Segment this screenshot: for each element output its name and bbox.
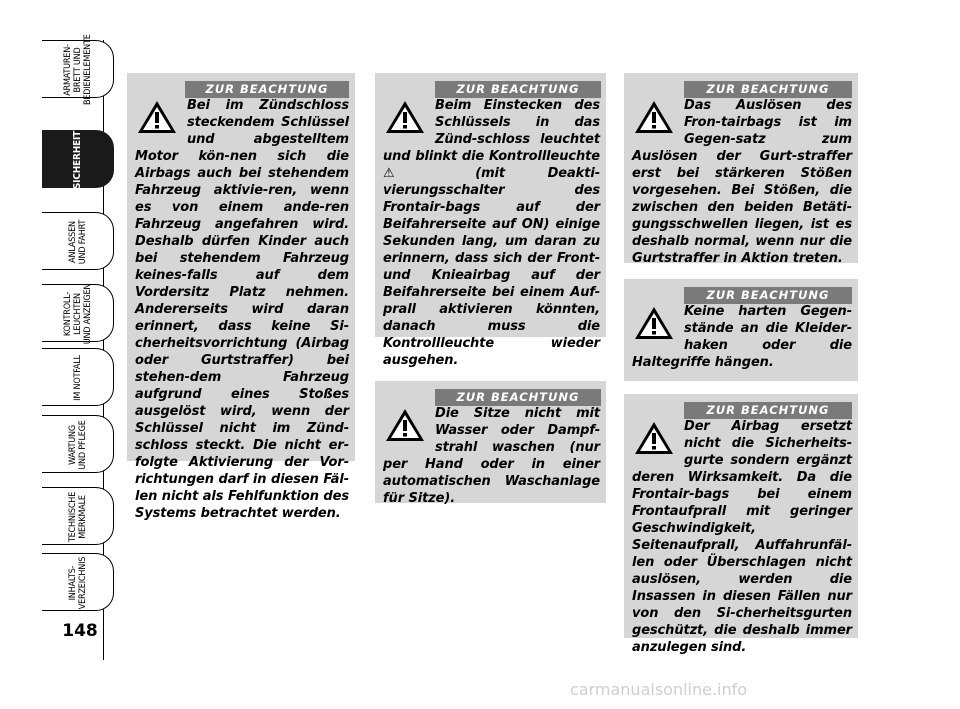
warning-box [127,73,355,521]
warning-triangle-icon [385,100,425,134]
warning-header: ZUR BEACHTUNG [435,81,601,98]
page-number: 148 [62,621,98,641]
tab-inhaltsverzeichnis[interactable] [42,553,114,611]
warning-text [632,418,852,656]
warning-triangle-icon [137,100,177,134]
tab-wartung[interactable] [42,415,114,473]
tab-label: WARTUNG UND PFLEGE [68,420,88,470]
warning-body: Der Airbag ersetzt nicht die Sicherheits-gurte sondern ergänzt deren Wirksamkeit. Da die Frontair-bags bei einem Frontaufprall mit geringer Geschwindigkeit, Seitenaufprall, Auffahrunfäl-len oder Überschlagen nicht auslösen, werden die Insassen in diesen Fällen nur von den Si-cherheitsgurten geschützt, die deshalb immer anzulegen sind. [632,419,852,655]
warning-body: Beim Einstecken des Schlüssels in das Zünd-schloss leuchtet und blinkt die Kontrollleuchte ⚠ (mit Deakti-vierungsschalter des Frontair-bags auf der Beifahrerseite auf ON) einige Sekunden lang, um daran zu erinnern, dass sich der Front- und Knieairbag auf der Beifahrerseite bei einem Auf-prall aktivieren könnten, danach muss die Kontrollleuchte wieder ausgehen. [383,98,600,368]
warning-text [383,405,600,507]
tab-technische-merkmale[interactable] [42,487,114,545]
tab-label: INHALTS- VERZEICHNIS [68,556,88,610]
tab-label: IM NOTFALL [73,355,83,401]
warning-header: ZUR BEACHTUNG [684,81,852,98]
warning-text [632,303,852,371]
warning-text [135,97,349,522]
warning-triangle-icon [385,408,425,442]
tab-kontrollleuchten[interactable] [42,283,114,345]
tab-label: SICHERHEIT [72,130,83,190]
tab-label: TECHNISCHE MERKMALE [68,491,88,543]
warning-triangle-icon [634,100,674,134]
tab-sicherheit[interactable] [42,130,114,188]
tab-label: ARMATUREN- BRETT UND BEDIENELEMENTE [63,34,93,105]
warning-box [624,279,858,381]
warning-box [375,73,606,368]
warning-text [383,97,600,369]
warning-header: ZUR BEACHTUNG [435,389,601,406]
warning-triangle-icon [634,306,674,340]
warning-box [624,73,858,266]
warning-box [375,381,606,506]
tab-label: KONTROLL- LEUCHTEN UND ANZEIGEN [63,283,93,345]
warning-header: ZUR BEACHTUNG [684,402,852,419]
warning-header: ZUR BEACHTUNG [684,287,852,304]
warning-text [632,97,852,267]
warning-box [624,394,858,655]
warning-body: Die Sitze nicht mit Wasser oder Dampf-strahl waschen (nur per Hand oder in einer automatischen Waschanlage für Sitze). [383,406,600,506]
watermark-footer: carmanualsonline.info [570,680,748,699]
warning-header: ZUR BEACHTUNG [185,81,349,98]
warning-body: Das Auslösen des Fron-tairbags ist im Gegen-satz zum Auslösen der Gurt-straffer erst bei stärkeren Stößen vorgesehen. Bei Stößen, die zwischen den beiden Betäti-gungsschwellen liegen, ist es deshalb normal, wenn nur die Gurtstraffer in Aktion treten. [632,98,852,266]
warning-triangle-icon [634,421,674,455]
tab-im-notfall[interactable] [42,348,114,406]
warning-body: Keine harten Gegen-stände an die Kleider-haken oder die Haltegriffe hängen. [632,304,852,370]
warning-body: Bei im Zündschloss steckendem Schlüssel und abgestelltem Motor kön-nen sich die Airbags auch bei stehendem Fahrzeug aktivie-ren, wenn es von einem ande-ren Fahrzeug angefahren wird. Deshalb dürfen Kinder auch bei stehendem Fahrzeug keines-falls auf dem Vordersitz Platz nehmen. Andererseits wird daran erinnert, dass keine Si-cherheitsvorrichtung (Airbag oder Gurtstraffer) bei stehen-dem Fahrzeug aufgrund eines Stoßes ausgelöst wird, wenn der Schlüssel nicht im Zünd-schloss steckt. Die nicht er-folgte Aktivierung der Vor-richtungen darf in diesen Fäl-len nicht als Fehlfunktion des Systems betrachtet werden. [135,98,349,521]
tab-label: ANLASSEN UND FAHRT [68,219,88,265]
tab-armaturenbrett[interactable] [42,34,114,105]
tab-anlassen[interactable] [42,212,114,270]
side-tab-strip [0,0,115,709]
